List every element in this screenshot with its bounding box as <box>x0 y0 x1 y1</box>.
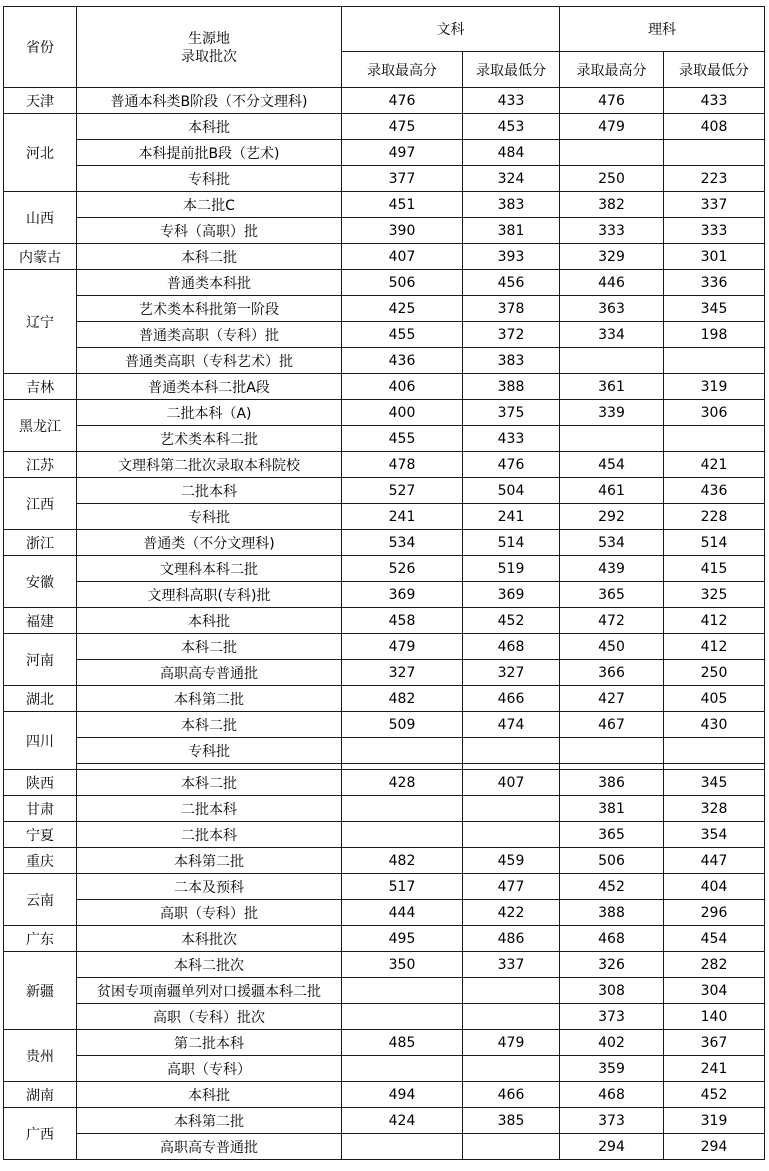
province-cell: 吉林 <box>4 374 77 400</box>
province-cell: 四川 <box>4 712 77 770</box>
science-max-cell: 381 <box>560 796 664 822</box>
batch-cell: 本科二批 <box>77 634 342 660</box>
batch-cell: 本科批 <box>77 114 342 140</box>
table-row <box>4 712 765 738</box>
arts-min-cell: 466 <box>463 1082 560 1108</box>
batch-cell: 艺术类本科批第一阶段 <box>77 296 342 322</box>
science-min-cell: 405 <box>664 686 765 712</box>
province-cell: 浙江 <box>4 530 77 556</box>
batch-cell: 本科第二批 <box>77 848 342 874</box>
arts-max-cell: 241 <box>342 504 463 530</box>
arts-min-cell <box>463 822 560 848</box>
science-min-cell <box>664 426 765 452</box>
table-row <box>4 530 765 556</box>
science-max-cell: 339 <box>560 400 664 426</box>
table-row <box>4 796 765 822</box>
arts-min-cell: 433 <box>463 88 560 114</box>
batch-cell: 文理科第二批次录取本科院校 <box>77 452 342 478</box>
arts-min-cell: 378 <box>463 296 560 322</box>
arts-max-cell: 406 <box>342 374 463 400</box>
arts-min-cell <box>463 738 560 764</box>
arts-min-cell: 484 <box>463 140 560 166</box>
header-science-min: 录取最低分 <box>664 52 765 88</box>
arts-max-cell: 476 <box>342 88 463 114</box>
science-min-cell: 223 <box>664 166 765 192</box>
province-cell: 河南 <box>4 634 77 686</box>
province-cell: 河北 <box>4 114 77 192</box>
science-max-cell: 366 <box>560 660 664 686</box>
science-min-cell: 328 <box>664 796 765 822</box>
science-min-cell: 333 <box>664 218 765 244</box>
science-max-cell: 363 <box>560 296 664 322</box>
table-row <box>4 874 765 900</box>
batch-cell: 高职（专科）批次 <box>77 1004 342 1030</box>
science-min-cell: 433 <box>664 88 765 114</box>
arts-min-cell: 479 <box>463 1030 560 1056</box>
science-max-cell: 479 <box>560 114 664 140</box>
batch-cell: 专科（高职）批 <box>77 218 342 244</box>
batch-cell: 本科批 <box>77 608 342 634</box>
batch-cell: 二批本科 <box>77 478 342 504</box>
arts-min-cell: 393 <box>463 244 560 270</box>
science-max-cell: 506 <box>560 848 664 874</box>
batch-cell: 文理科高职(专科)批 <box>77 582 342 608</box>
science-max-cell: 534 <box>560 530 664 556</box>
table-row <box>4 556 765 582</box>
arts-min-cell: 466 <box>463 686 560 712</box>
table-row <box>4 900 765 926</box>
science-min-cell: 514 <box>664 530 765 556</box>
table-row <box>4 88 765 114</box>
arts-max-cell: 327 <box>342 660 463 686</box>
arts-max-cell: 455 <box>342 322 463 348</box>
province-cell: 广西 <box>4 1108 77 1160</box>
science-max-cell: 472 <box>560 608 664 634</box>
science-min-cell: 140 <box>664 1004 765 1030</box>
batch-cell: 高职（专科） <box>77 1056 342 1082</box>
header-science-max: 录取最高分 <box>560 52 664 88</box>
arts-max-cell: 407 <box>342 244 463 270</box>
science-min-cell: 430 <box>664 712 765 738</box>
science-min-cell <box>664 348 765 374</box>
admission-score-table <box>3 6 765 1160</box>
batch-cell: 第二批本科 <box>77 1030 342 1056</box>
table-row <box>4 244 765 270</box>
science-max-cell: 454 <box>560 452 664 478</box>
arts-max-cell: 527 <box>342 478 463 504</box>
arts-max-cell: 509 <box>342 712 463 738</box>
province-cell: 广东 <box>4 926 77 952</box>
science-min-cell: 337 <box>664 192 765 218</box>
province-cell: 湖北 <box>4 686 77 712</box>
arts-min-cell <box>463 1134 560 1160</box>
arts-min-cell: 459 <box>463 848 560 874</box>
province-cell: 辽宁 <box>4 270 77 374</box>
science-min-cell: 452 <box>664 1082 765 1108</box>
science-min-cell: 296 <box>664 900 765 926</box>
arts-max-cell: 451 <box>342 192 463 218</box>
header-arts: 文科 <box>342 7 560 52</box>
arts-max-cell: 495 <box>342 926 463 952</box>
batch-cell: 贫困专项南疆单列对口援疆本科二批 <box>77 978 342 1004</box>
arts-max-cell <box>342 978 463 1004</box>
batch-cell: 艺术类本科二批 <box>77 426 342 452</box>
arts-min-cell: 486 <box>463 926 560 952</box>
science-min-cell: 306 <box>664 400 765 426</box>
arts-min-cell: 452 <box>463 608 560 634</box>
science-min-cell: 336 <box>664 270 765 296</box>
table-row <box>4 218 765 244</box>
table-row <box>4 166 765 192</box>
science-min-cell: 325 <box>664 582 765 608</box>
province-cell: 陕西 <box>4 770 77 796</box>
province-cell: 江西 <box>4 478 77 530</box>
arts-max-cell <box>342 738 463 764</box>
science-max-cell: 365 <box>560 822 664 848</box>
science-min-cell: 345 <box>664 296 765 322</box>
table-row <box>4 426 765 452</box>
table-row <box>4 608 765 634</box>
batch-cell: 二批本科（A) <box>77 400 342 426</box>
batch-cell: 普通类高职（专科）批 <box>77 322 342 348</box>
batch-cell: 专科批 <box>77 166 342 192</box>
arts-min-cell: 324 <box>463 166 560 192</box>
table-row <box>4 400 765 426</box>
arts-min-cell: 453 <box>463 114 560 140</box>
arts-min-cell: 433 <box>463 426 560 452</box>
table-row <box>4 1108 765 1134</box>
arts-min-cell: 383 <box>463 348 560 374</box>
arts-max-cell: 526 <box>342 556 463 582</box>
table-row <box>4 452 765 478</box>
batch-cell: 普通类本科二批A段 <box>77 374 342 400</box>
science-max-cell: 333 <box>560 218 664 244</box>
table-row <box>4 686 765 712</box>
arts-min-cell: 514 <box>463 530 560 556</box>
batch-cell: 专科批 <box>77 738 342 764</box>
science-max-cell: 467 <box>560 712 664 738</box>
province-cell: 天津 <box>4 88 77 114</box>
science-max-cell: 468 <box>560 1082 664 1108</box>
arts-max-cell: 455 <box>342 426 463 452</box>
science-min-cell: 198 <box>664 322 765 348</box>
science-max-cell: 476 <box>560 88 664 114</box>
table-row <box>4 660 765 686</box>
science-max-cell: 294 <box>560 1134 664 1160</box>
batch-cell: 高职（专科）批 <box>77 900 342 926</box>
arts-max-cell: 478 <box>342 452 463 478</box>
batch-cell: 普通类（不分文理科) <box>77 530 342 556</box>
arts-min-cell: 477 <box>463 874 560 900</box>
batch-cell: 本科二批次 <box>77 952 342 978</box>
arts-max-cell: 390 <box>342 218 463 244</box>
science-max-cell <box>560 738 664 764</box>
province-cell: 重庆 <box>4 848 77 874</box>
science-max-cell: 359 <box>560 1056 664 1082</box>
science-min-cell: 304 <box>664 978 765 1004</box>
table-row <box>4 738 765 764</box>
arts-max-cell: 425 <box>342 296 463 322</box>
batch-cell: 本科二批 <box>77 712 342 738</box>
science-min-cell: 367 <box>664 1030 765 1056</box>
arts-min-cell <box>463 978 560 1004</box>
science-max-cell: 452 <box>560 874 664 900</box>
arts-max-cell: 482 <box>342 686 463 712</box>
science-min-cell: 408 <box>664 114 765 140</box>
arts-min-cell: 474 <box>463 712 560 738</box>
batch-cell: 文理科本科二批 <box>77 556 342 582</box>
arts-min-cell: 337 <box>463 952 560 978</box>
arts-max-cell: 494 <box>342 1082 463 1108</box>
science-min-cell: 412 <box>664 608 765 634</box>
batch-cell: 高职高专普通批 <box>77 1134 342 1160</box>
arts-min-cell <box>463 1004 560 1030</box>
arts-max-cell: 475 <box>342 114 463 140</box>
table-row <box>4 322 765 348</box>
arts-min-cell: 519 <box>463 556 560 582</box>
science-min-cell: 436 <box>664 478 765 504</box>
header-source: 生源地 <box>188 31 230 47</box>
science-min-cell: 228 <box>664 504 765 530</box>
header-arts-max: 录取最高分 <box>342 52 463 88</box>
arts-max-cell: 350 <box>342 952 463 978</box>
header-arts-min: 录取最低分 <box>463 52 560 88</box>
arts-min-cell: 381 <box>463 218 560 244</box>
arts-max-cell: 424 <box>342 1108 463 1134</box>
science-max-cell: 461 <box>560 478 664 504</box>
table-row <box>4 926 765 952</box>
table-row <box>4 952 765 978</box>
arts-max-cell: 497 <box>342 140 463 166</box>
science-max-cell: 439 <box>560 556 664 582</box>
arts-min-cell: 504 <box>463 478 560 504</box>
batch-cell: 二批本科 <box>77 796 342 822</box>
arts-max-cell: 482 <box>342 848 463 874</box>
arts-min-cell: 372 <box>463 322 560 348</box>
batch-cell: 本科二批 <box>77 770 342 796</box>
arts-max-cell <box>342 796 463 822</box>
science-max-cell: 250 <box>560 166 664 192</box>
arts-max-cell: 369 <box>342 582 463 608</box>
science-min-cell: 301 <box>664 244 765 270</box>
science-max-cell: 468 <box>560 926 664 952</box>
science-min-cell: 319 <box>664 374 765 400</box>
table-row <box>4 978 765 1004</box>
batch-cell: 本科提前批B段（艺术) <box>77 140 342 166</box>
province-cell: 云南 <box>4 874 77 926</box>
batch-cell: 专科批 <box>77 504 342 530</box>
arts-max-cell <box>342 1056 463 1082</box>
science-min-cell <box>664 140 765 166</box>
table-row <box>4 1082 765 1108</box>
table-row <box>4 374 765 400</box>
science-max-cell: 334 <box>560 322 664 348</box>
arts-max-cell: 377 <box>342 166 463 192</box>
batch-cell: 本科批次 <box>77 926 342 952</box>
batch-cell: 本二批C <box>77 192 342 218</box>
arts-max-cell: 458 <box>342 608 463 634</box>
science-max-cell: 361 <box>560 374 664 400</box>
table-row <box>4 114 765 140</box>
arts-min-cell: 407 <box>463 770 560 796</box>
arts-max-cell: 436 <box>342 348 463 374</box>
table-body <box>4 88 765 1160</box>
arts-min-cell: 369 <box>463 582 560 608</box>
batch-cell: 二批本科 <box>77 822 342 848</box>
province-cell: 安徽 <box>4 556 77 608</box>
batch-cell: 高职高专普通批 <box>77 660 342 686</box>
science-max-cell: 402 <box>560 1030 664 1056</box>
science-max-cell: 427 <box>560 686 664 712</box>
science-max-cell: 446 <box>560 270 664 296</box>
province-cell: 黑龙江 <box>4 400 77 452</box>
batch-cell: 二本及预科 <box>77 874 342 900</box>
science-max-cell <box>560 426 664 452</box>
table-row <box>4 848 765 874</box>
header-province: 省份 <box>4 7 77 88</box>
table-row <box>4 270 765 296</box>
arts-max-cell: 517 <box>342 874 463 900</box>
science-min-cell: 282 <box>664 952 765 978</box>
province-cell: 山西 <box>4 192 77 244</box>
arts-min-cell: 383 <box>463 192 560 218</box>
science-min-cell: 241 <box>664 1056 765 1082</box>
science-min-cell: 345 <box>664 770 765 796</box>
table-row <box>4 478 765 504</box>
arts-max-cell <box>342 822 463 848</box>
arts-min-cell <box>463 796 560 822</box>
table-row <box>4 504 765 530</box>
arts-min-cell: 476 <box>463 452 560 478</box>
table-row <box>4 582 765 608</box>
province-cell: 福建 <box>4 608 77 634</box>
arts-max-cell: 400 <box>342 400 463 426</box>
arts-max-cell <box>342 1134 463 1160</box>
arts-max-cell: 485 <box>342 1030 463 1056</box>
science-max-cell: 365 <box>560 582 664 608</box>
science-min-cell: 454 <box>664 926 765 952</box>
table-row <box>4 1134 765 1160</box>
arts-min-cell: 385 <box>463 1108 560 1134</box>
science-max-cell: 386 <box>560 770 664 796</box>
batch-cell: 普通类高职（专科艺术）批 <box>77 348 342 374</box>
table-row <box>4 770 765 796</box>
science-min-cell: 250 <box>664 660 765 686</box>
batch-cell: 本科批 <box>77 1082 342 1108</box>
arts-min-cell <box>463 1056 560 1082</box>
table-row <box>4 1030 765 1056</box>
science-max-cell <box>560 140 664 166</box>
batch-cell: 本科第二批 <box>77 686 342 712</box>
arts-min-cell: 388 <box>463 374 560 400</box>
arts-min-cell: 241 <box>463 504 560 530</box>
science-min-cell: 404 <box>664 874 765 900</box>
table-row <box>4 822 765 848</box>
science-max-cell: 382 <box>560 192 664 218</box>
science-max-cell: 373 <box>560 1108 664 1134</box>
table-row <box>4 348 765 374</box>
arts-max-cell: 506 <box>342 270 463 296</box>
science-min-cell: 412 <box>664 634 765 660</box>
arts-min-cell: 422 <box>463 900 560 926</box>
header-source-batch <box>77 7 342 88</box>
header-science: 理科 <box>560 7 765 52</box>
arts-max-cell: 534 <box>342 530 463 556</box>
arts-min-cell: 468 <box>463 634 560 660</box>
science-max-cell: 450 <box>560 634 664 660</box>
batch-cell: 本科第二批 <box>77 1108 342 1134</box>
province-cell: 江苏 <box>4 452 77 478</box>
province-cell: 宁夏 <box>4 822 77 848</box>
arts-max-cell: 428 <box>342 770 463 796</box>
science-min-cell: 415 <box>664 556 765 582</box>
batch-cell: 普通本科类B阶段（不分文理科) <box>77 88 342 114</box>
province-cell: 甘肃 <box>4 796 77 822</box>
arts-min-cell: 456 <box>463 270 560 296</box>
arts-max-cell: 444 <box>342 900 463 926</box>
science-max-cell <box>560 348 664 374</box>
province-cell: 贵州 <box>4 1030 77 1082</box>
batch-cell: 本科二批 <box>77 244 342 270</box>
science-max-cell: 388 <box>560 900 664 926</box>
science-max-cell: 292 <box>560 504 664 530</box>
science-max-cell: 329 <box>560 244 664 270</box>
table-row <box>4 634 765 660</box>
table-row <box>4 140 765 166</box>
science-min-cell: 294 <box>664 1134 765 1160</box>
arts-min-cell: 327 <box>463 660 560 686</box>
header-batch: 录取批次 <box>181 49 237 65</box>
table-row <box>4 1004 765 1030</box>
province-cell: 内蒙古 <box>4 244 77 270</box>
science-min-cell: 354 <box>664 822 765 848</box>
arts-max-cell <box>342 1004 463 1030</box>
province-cell: 湖南 <box>4 1082 77 1108</box>
batch-cell: 普通类本科批 <box>77 270 342 296</box>
science-min-cell: 319 <box>664 1108 765 1134</box>
science-min-cell: 421 <box>664 452 765 478</box>
science-min-cell <box>664 738 765 764</box>
science-min-cell: 447 <box>664 848 765 874</box>
arts-min-cell: 375 <box>463 400 560 426</box>
table-row <box>4 1056 765 1082</box>
table-row <box>4 296 765 322</box>
science-max-cell: 373 <box>560 1004 664 1030</box>
science-max-cell: 308 <box>560 978 664 1004</box>
science-max-cell: 326 <box>560 952 664 978</box>
arts-max-cell: 479 <box>342 634 463 660</box>
table-row <box>4 192 765 218</box>
province-cell: 新疆 <box>4 952 77 1030</box>
